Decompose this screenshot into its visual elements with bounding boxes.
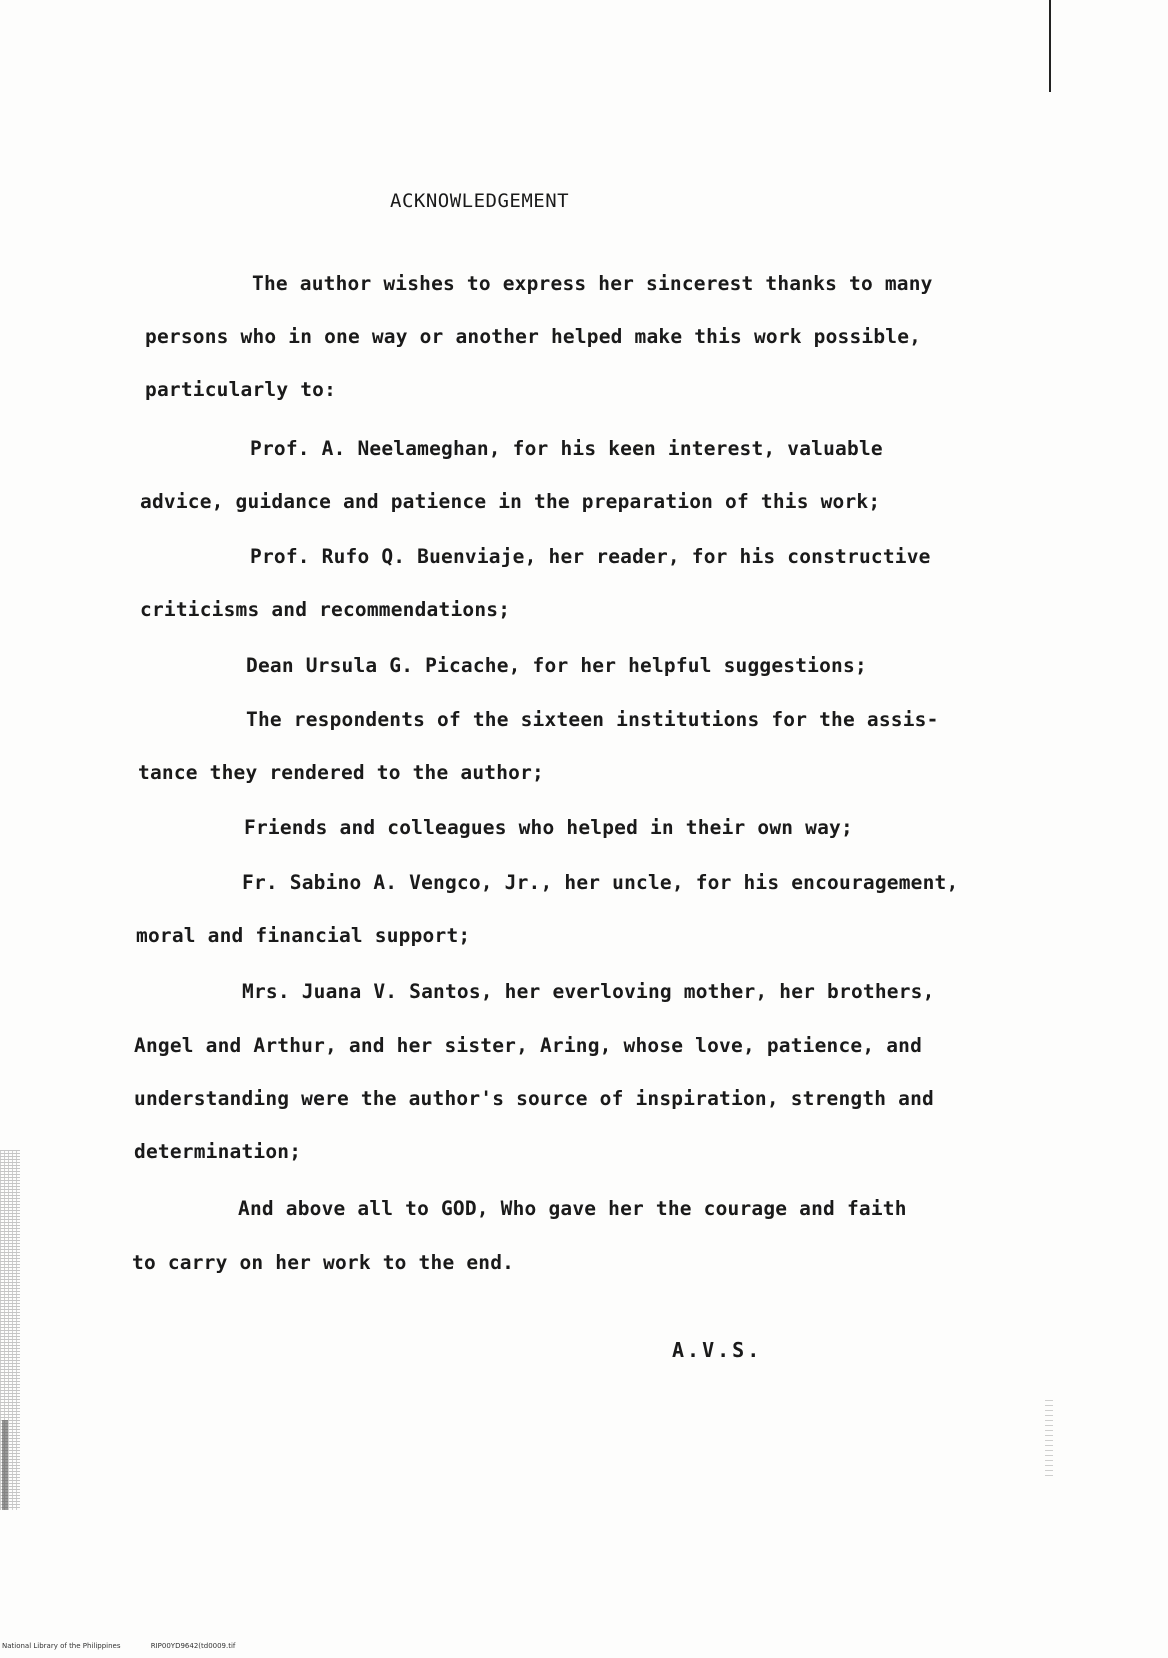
signature-initials: A.V.S.	[672, 1338, 763, 1362]
paragraph-line: tance they rendered to the author;	[138, 761, 544, 784]
paragraph-line: to carry on her work to the end.	[132, 1251, 515, 1274]
paragraph-line: And above all to GOD, Who gave her the courage and faith	[238, 1197, 907, 1220]
paragraph-line: Prof. Rufo Q. Buenviaje, her reader, for his constructive	[250, 545, 931, 568]
paragraph-line: determination;	[134, 1140, 302, 1163]
paragraph-line: advice, guidance and patience in the preparation of this work;	[140, 490, 881, 513]
scan-edge-bar	[2, 1420, 8, 1510]
paragraph-line: Mrs. Juana V. Santos, her everloving mother, her brothers,	[242, 980, 935, 1003]
page-title: ACKNOWLEDGEMENT	[390, 190, 570, 212]
paragraph-line: The author wishes to express her sincerest thanks to many	[252, 272, 933, 295]
paragraph-line: moral and financial support;	[136, 924, 471, 947]
footer-file-id: RIP00YD9642(td0009.tif	[150, 1642, 236, 1650]
scan-edge-line	[1049, 0, 1051, 92]
paragraph-line: Friends and colleagues who helped in their own way;	[244, 816, 853, 839]
scan-footer	[2, 1642, 263, 1650]
paragraph-line: Fr. Sabino A. Vengco, Jr., her uncle, for his encouragement,	[242, 871, 959, 894]
footer-library: National Library of the Philippines	[2, 1642, 121, 1650]
paragraph-line: criticisms and recommendations;	[140, 598, 511, 621]
paragraph-line: understanding were the author's source of inspiration, strength and	[134, 1087, 934, 1110]
paragraph-line: particularly to:	[145, 378, 337, 401]
paragraph-line: Dean Ursula G. Picache, for her helpful suggestions;	[246, 654, 867, 677]
paragraph-line: Prof. A. Neelameghan, for his keen interest, valuable	[250, 437, 883, 460]
paragraph-line: persons who in one way or another helped make this work possible,	[145, 325, 922, 348]
scan-specks	[1045, 1400, 1053, 1480]
paragraph-line: The respondents of the sixteen institutions for the assis-	[246, 708, 939, 731]
paragraph-line: Angel and Arthur, and her sister, Aring, whose love, patience, and	[134, 1034, 923, 1057]
